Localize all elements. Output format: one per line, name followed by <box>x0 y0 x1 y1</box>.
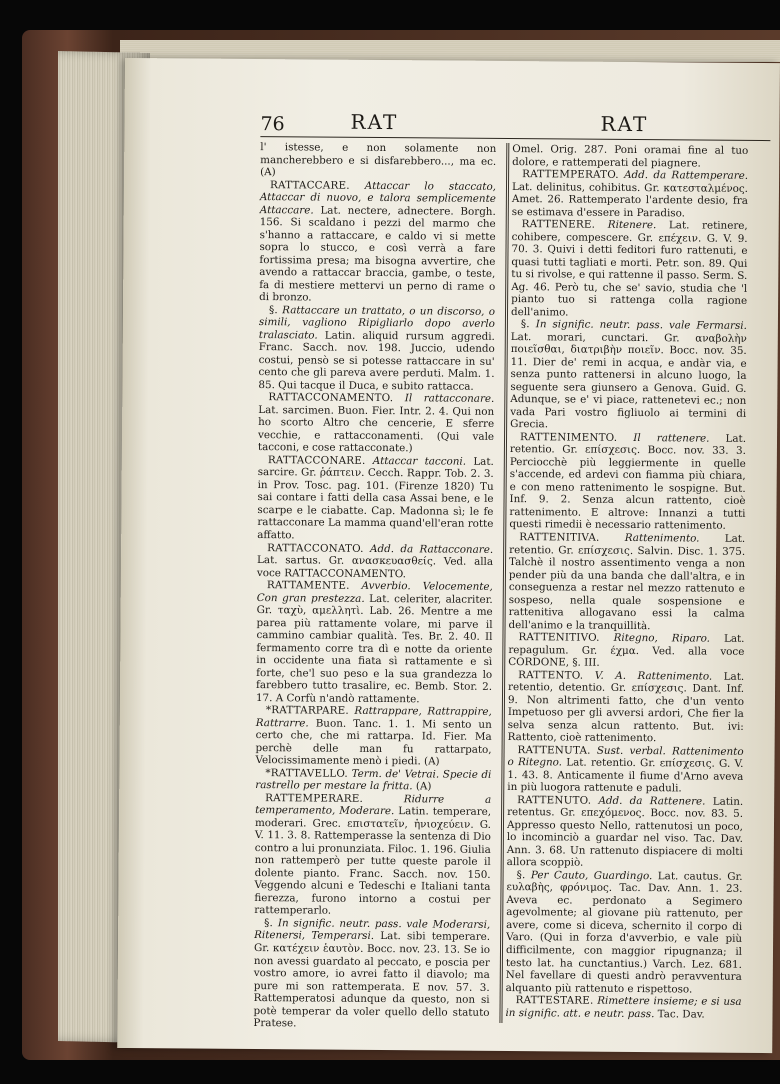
dictionary-entry <box>507 794 744 871</box>
entry-body: Lat. sarcimen. Buon. Fier. Intr. 2. 4. Qui non ho scorto Altro che cencerie, E sferre vecchie, e rattacconamenti. (Qui vale tacconi, e cose rattacconate.) <box>257 403 495 455</box>
entry-definition: Il rattacconare. <box>404 392 495 406</box>
dictionary-entry <box>260 141 496 180</box>
left-column <box>253 141 496 1031</box>
entry-definition: Attaccar lo staccato, Attaccar di nuovo, e talora semplicemente Attaccare. <box>259 179 497 217</box>
dictionary-entry <box>507 744 743 796</box>
entry-body: Lat. sarcire. Gr. ῥάπτειν. Cecch. Rappr. Tob. 2. 3. in Prov. Tosc. pag. 101. (Firenze 1820) Tu sai contare i fatti della casa Assai bene, e le scarpe e le ciabatte. Cap. Madonna sì; le fe rattacconare La mamma quand'ell'eran rotte affatto. <box>257 455 494 542</box>
entry-headword: *RATTARPARE. <box>265 704 349 717</box>
entry-definition: In signific. neutr. pass. vale Moderarsi, Ritenersi, Temperarsi. <box>254 917 491 943</box>
entry-definition: Per Cauto, Guardingo. <box>530 869 653 883</box>
dictionary-entry <box>506 869 743 996</box>
entry-body: Lat. nectere, adnectere. Borgh. 156. Si scaldano i pezzi del marmo che s'hanno a rattaccare, e caldo vi si mette sopra lo stucco, e così verrà a fare fortissima presa; ma bisogna avvertire, che avendo a rattaccar braccia, gambe, o teste, fa di mestiere mettervi un perno di rame o di bronzo. <box>259 204 496 304</box>
entry-headword: RATTEMPERARE. <box>265 791 364 805</box>
entry-headword: RATTACCONATO. <box>267 541 364 555</box>
entry-body: Buon. Tanc. 1. 1. Mi sento un certo che, che mi rattarpa. Id. Fier. Ma perchè delle man fu rattarpato, Velocissimamente menò i piedi. (A) <box>255 717 492 768</box>
entry-body: Lat. delinitus, cohibitus. Gr. κατεσταλμένος. Amet. 26. Rattemperato l'ardente desio, fra se estimava d'essere in Paradiso. <box>511 180 749 219</box>
entry-body: Lat. retentio. Gr. επίσχεσις. Salvin. Disc. 1. 375. Talchè il nostro assentimento venga a non pender più da una banda che dall'altra, e in conseguenza a restar nel mezzo rattenuto e sospeso, nella quale sospensione e rattenitiva allogavano essi la calma dell'animo e la tranquillità. <box>508 532 746 632</box>
page-number: 76 <box>260 113 285 136</box>
entry-body: Lat. retentio, detentio. Gr. επίσχεσις. Dant. Inf. 9. Non altrimenti fatto, che d'un vento Impetuoso per gli avversi ardori, Che fier la selva senza alcun rattento. But. ivi: Rattento, cioè rattenimento. <box>507 670 745 745</box>
entry-headword: RATTENUTA. <box>517 743 591 757</box>
entry-definition: Avverbio. Velocemente, Con gran prestezza. <box>256 579 493 605</box>
dictionary-entry <box>259 179 496 306</box>
running-head-left: RAT <box>350 109 399 135</box>
entry-headword: RATTACCONAMENTO. <box>268 391 394 405</box>
dictionary-entry <box>255 767 491 794</box>
entry-headword: RATTENTO. <box>518 668 584 682</box>
entry-definition: V. A. Rattenimento. <box>594 669 713 683</box>
entry-headword: RATTENUTO. <box>517 793 592 807</box>
entry-headword: RATTACCONARE. <box>267 454 366 467</box>
entry-body: Latin. retentus. Gr. επεχόμενος. Bocc. nov. 83. 5. Appresso questo Nello, rattenutosi un poco, lo incominciò a guardar nel viso. Tac. Dav. Ann. 3. 68. Un rattenuto dispiacere di molti allora scoppiò. <box>506 795 744 870</box>
dictionary-page <box>117 58 780 1053</box>
dictionary-entry <box>258 304 495 393</box>
entry-headword: RATTACCARE. <box>269 178 350 192</box>
entry-definition: Rattaccare un trattato, o un discorso, o simili, vagliono Ripigliarlo dopo averlo tralasciato. <box>258 303 496 342</box>
dictionary-entry <box>508 669 745 746</box>
entry-definition: Rimettere insieme; e si usa in signific. att. e neutr. pass. <box>505 994 742 1020</box>
entry-headword: RATTESTARE. <box>515 994 594 1007</box>
entry-definition: Add. da Rattenere. <box>598 794 706 808</box>
entry-definition: Add. da Rattacconare. <box>369 542 494 556</box>
entry-definition: Il rattenere. <box>633 431 710 445</box>
dictionary-entry <box>512 168 748 220</box>
entry-body: Tac. Dav. <box>657 1007 705 1021</box>
entry-body: Lat. sibi temperare. Gr. κατέχειν ἑαυτὸν. Bocc. nov. 23. 13. Se io non avessi guardato al peccato, e poscia per vostro amore, io avrei fatto il diavolo; ma pure mi son rattemperata. E nov. 57. 3. Rattemperatosi adunque da questo, non si potè temperar da voler quello dello statuto Pratese. <box>253 930 491 1030</box>
entry-definition: Sust. verbal. Rattenimento o Ritegno. <box>507 744 744 769</box>
entry-body: Lat. retinere, cohibere, compescere. Gr. επέχειν. G. V. 9. 70. 3. Quivi i detti feditori furo rattenuti, e quasi tutti tagliati e morti. Petr. son. 89. Qui tu si rivolse, e qui rattenne il passo. Serm. S. Ag. 46. Però tu, che se' savio, studia che 'l pianto tuo si rattenga colla ragione dell'animo. <box>510 219 748 319</box>
entry-headword: §. <box>516 869 526 882</box>
entry-headword: RATTENITIVA. <box>519 531 600 544</box>
dictionary-entry <box>257 454 494 543</box>
dictionary-entry <box>254 792 491 919</box>
entry-definition: In signific. neutr. pass. vale Fermarsi. <box>535 318 747 333</box>
entry-definition: Ritenere. <box>607 218 657 232</box>
entry-body: Omel. Orig. 287. Poni oramai fine al tuo dolore, e rattemperati del piagnere. <box>512 143 749 170</box>
dictionary-entry <box>510 318 747 432</box>
entry-headword: *RATTAVELLO. <box>265 766 349 780</box>
dictionary-entry <box>505 994 741 1021</box>
dictionary-entry <box>509 431 746 533</box>
entry-headword: §. <box>268 303 278 316</box>
entry-definition: Ridurre a temperamento, Moderare. <box>255 793 492 818</box>
entry-body: l' istesse, e non solamente non mancherebbero e si disfarebbero..., ma ec. (A) <box>260 141 497 179</box>
entry-headword: RATTENITIVO. <box>518 631 600 644</box>
entry-body: Latin. temperare, moderari. Grec. επιστατεῖν, ἡνιοχεύειν. G. V. 11. 3. 8. Rattemperasse la sentenza di Dio contro a lui pronunziata. Filoc. 1. 196. Giulia non rattemperò per tutte queste parole il dolente pianto. Franc. Sacch. nov. 150. Veggendo alcuni e Tedeschi e Italiani tanta fierezza, furono intorno a costui per rattemperarlo. <box>254 805 492 918</box>
dictionary-entry <box>257 542 493 581</box>
entry-definition: Attaccar tacconi. <box>372 454 467 468</box>
dictionary-entry <box>256 579 493 706</box>
running-head-right: RAT <box>600 111 649 137</box>
entry-body: Lat. morari, cunctari. Gr. αναβολὴν ποιεῖσθαι, διατριβὴν ποιεῖν. Bocc. nov. 35. 11. Dier de' remi in acqua, e andàr via, e senza punto rattenersi in alcuno luogo, la seguente sera giunsero a Genova. Guid. G. Adunque, se e' vi piace, rattenetevi ec.; non vada Pari vostro figliuolo ai termini di Grecia. <box>510 330 747 431</box>
entry-body: Lat. sartus. Gr. ανασκευασθείς. Ved. alla voce RATTACCONAMENTO. <box>256 554 494 580</box>
dictionary-entry <box>509 531 746 633</box>
entry-headword: §. <box>520 318 530 331</box>
entry-definition: Ritegno, Riparo. <box>613 631 711 645</box>
entry-body: Lat. retentio. Gr. επίσχεσις. Bocc. nov. 33. 3. Perciocchè più leggiermente in quelle s'accende, ed ardevi con fiamma più chiara, e con meno rattenimento le sospigne. But. Inf. 9. 2. Senza alcun rattento, cioè rattenimento. E altrove: Innanzi a tutti questi rimedii è necessario rattenimento. <box>509 432 747 533</box>
entry-headword: RATTENIMENTO. <box>519 430 618 444</box>
entry-headword: RATTAMENTE. <box>266 579 350 592</box>
dictionary-entry <box>511 218 748 320</box>
dictionary-entry <box>508 631 744 670</box>
entry-definition: Term. de' Vetrai. Specie di rastrello per mestare la fritta. <box>255 767 492 793</box>
entry-headword: RATTEMPERATO. <box>522 168 619 181</box>
dictionary-entry <box>253 917 490 1031</box>
entry-body: Lat. repagulum. Gr. έχμα. Ved. alla voce CORDONE, §. III. <box>508 632 745 669</box>
dictionary-entry <box>258 391 494 455</box>
entry-definition: Rattrappare, Rattrappire, Rattrarre. <box>255 705 492 730</box>
right-column <box>505 143 748 1021</box>
header-rule <box>260 136 770 141</box>
entry-body: Lat. celeriter, alacriter. Gr. ταχὺ, αμελλητὶ. Lab. 26. Mentre a me parea più rattamente volare, mi parve il cammino cambiar qualità. Tes. Br. 2. 40. Il fermamento corre tra dì e notte da oriente in occidente una fiata sì rattamente e sì forte, che'l suo peso e la sua grandezza lo farebbero tutto trasalire, ec. Bemb. Stor. 2. 17. A Corfù n'andò rattamente. <box>255 592 493 706</box>
entry-body: Lat. cautus. Gr. ευλαβὴς, φρόνιμος. Tac. Dav. Ann. 1. 23. Aveva ec. perdonato a Segimero agevolmente; al giovane più rattenuto, per avere, come si diceva, schernito il corpo di Varo. (Qui in forza d'avverbio, e vale più difficilmente, con maggior ripugnanza; il testo lat. ha cunctantius.) Varch. Lez. 681. Nel favellare di questi andrò peravventura alquanto più rattenuto e rispettoso. <box>505 870 743 996</box>
entry-body: (A) <box>415 780 432 793</box>
entry-headword: §. <box>264 917 274 930</box>
dictionary-entry <box>255 704 491 768</box>
entry-definition: Add. da Rattemperare. <box>624 168 749 182</box>
entry-headword: RATTENERE. <box>521 218 596 231</box>
dictionary-entry <box>512 143 748 170</box>
entry-body: Latin. aliquid rursum aggredi. Franc. Sacch. nov. 198. Juccio, udendo costui, pensò se si potesse rattaccare in su' cento che gli pareva avere perduti. Malm. 1. 85. Qui tacque il Duca, e subito rattacca. <box>258 329 495 393</box>
entry-body: Lat. retentio. Gr. επίσχεσις. G. V. 1. 43. 8. Anticamente il fiume d'Arno aveva in più luogora rattenute e paduli. <box>507 756 744 795</box>
entry-definition: Rattenimento. <box>624 531 700 545</box>
